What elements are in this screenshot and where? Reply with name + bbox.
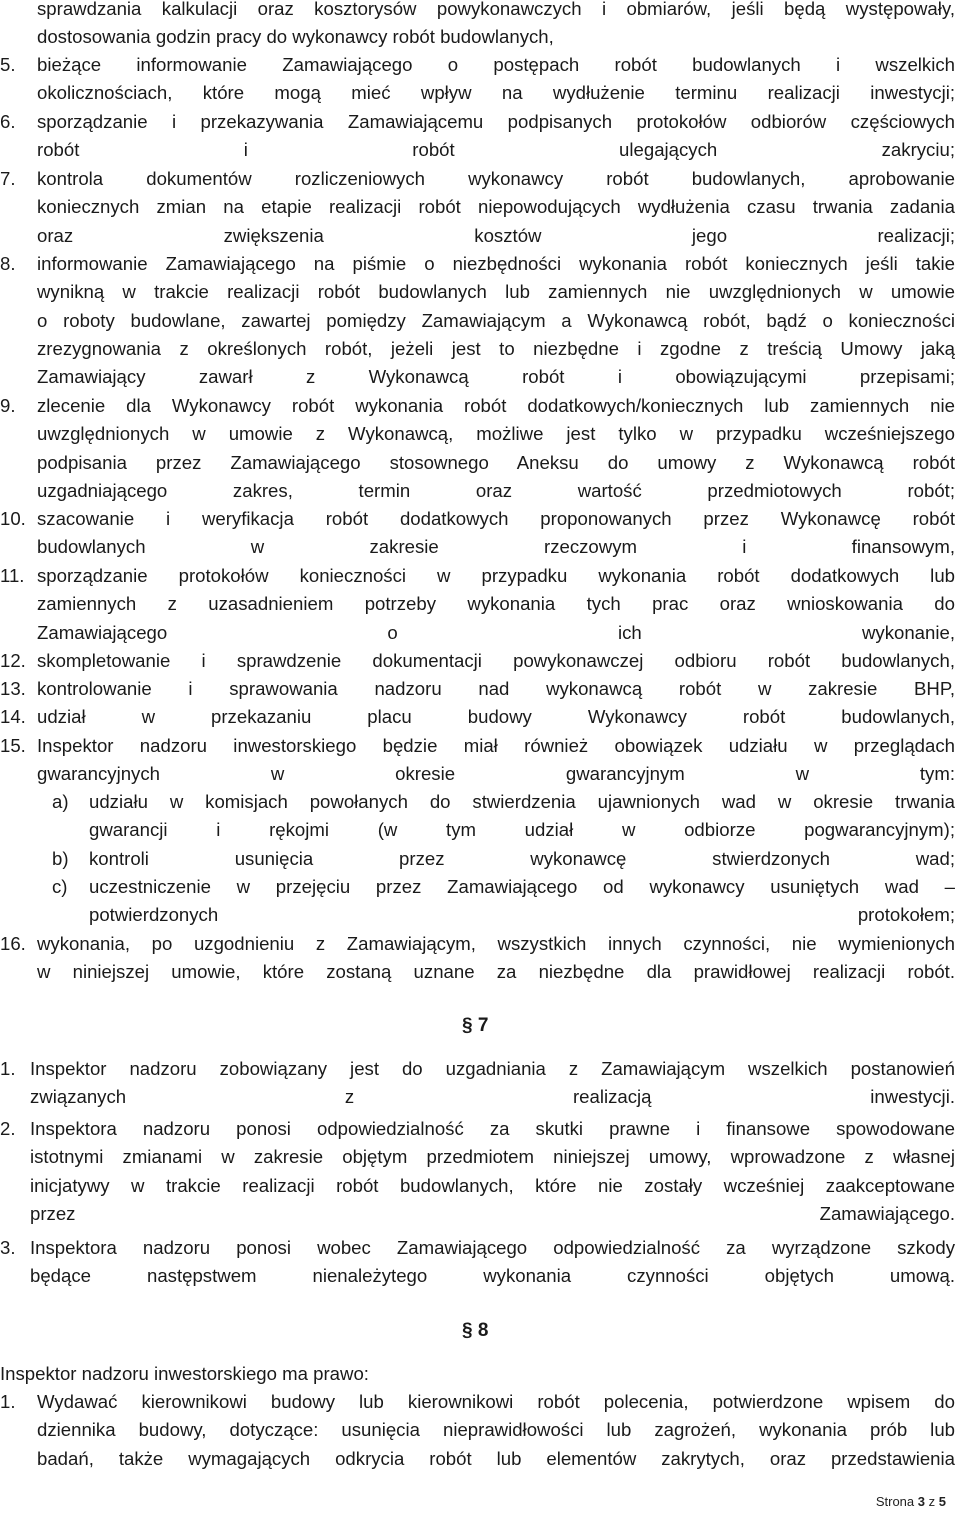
text-line: wynikną w trakcie realizacji robót budowlanych lub zamiennych nie uwzględnionych w umowie xyxy=(37,281,955,303)
list-number: 2. xyxy=(0,1118,16,1139)
text-line: sporządzanie i przekazywania Zamawiającemu podpisanych protokołów odbiorów częściowych xyxy=(37,111,955,132)
text-line: Inspektor nadzoru zobowiązany jest do uzgadniania z Zamawiającym wszelkich postanowień xyxy=(30,1058,955,1079)
list-letter: a) xyxy=(52,791,69,812)
text-line: inicjatywy w trakcie realizacji robót budowlanych, które nie zostały wcześniej zaakceptowane xyxy=(30,1174,955,1196)
list-number: 6. xyxy=(0,111,16,132)
text-line: szacowanie i weryfikacja robót dodatkowych proponowanych przez Wykonawcę robót xyxy=(37,508,955,529)
text-line: uzgadniającego zakres, termin oraz wartość przedmiotowych robót; xyxy=(37,479,955,501)
text-line: zrezygnowania z określonych robót, jeżeli jest to niezbędne i zgodne z treścią Umowy jaką xyxy=(37,337,955,359)
text-line: sprawdzania kalkulacji oraz kosztorysów powykonawczych i obmiarów, jeśli będą występowały, xyxy=(37,0,955,19)
text-line: gwarancji i rękojmi (w tym udział w odbiorze pogwarancyjnym); xyxy=(89,819,955,841)
list-number: 14. xyxy=(0,706,26,727)
list-letter: b) xyxy=(52,848,69,869)
text-line: istotnymi zmianami w zakresie objętym przedmiotem niniejszej umowy, wprowadzone z własnej xyxy=(30,1146,955,1168)
text-line: kontrola dokumentów rozliczeniowych wykonawcy robót budowlanych, aprobowanie xyxy=(37,168,955,189)
text-line: dziennika budowy, dotyczące: usunięcia nieprawidłowości lub zagrożeń, wykonania prób lub xyxy=(37,1419,955,1441)
text-line: dostosowania godzin pracy do wykonawcy robót budowlanych, xyxy=(37,26,554,48)
text-line: kontroli usunięcia przez wykonawcę stwierdzonych wad; xyxy=(89,848,955,869)
text-line: bieżące informowanie Zamawiającego o postępach robót budowlanych i wszelkich xyxy=(37,54,955,75)
text-line: oraz zwiększenia kosztów jego realizacji; xyxy=(37,224,955,246)
footer-separator: z xyxy=(928,1494,936,1509)
text-line: sporządzanie protokołów konieczności w przypadku wykonania robót dodatkowych lub xyxy=(37,565,955,586)
text-line: potwierdzonych protokołem; xyxy=(89,904,955,926)
text-line: koniecznych zmian na etapie realizacji robót niepowodujących wydłużenia czasu trwania zadania xyxy=(37,196,955,218)
list-number: 1. xyxy=(0,1391,16,1412)
text-line: zlecenie dla Wykonawcy robót wykonania robót dodatkowych/koniecznych lub zamiennych nie xyxy=(37,395,955,416)
list-number: 5. xyxy=(0,54,16,75)
text-line: przez Zamawiającego. xyxy=(30,1202,955,1224)
text-line: będące następstwem nienależytego wykonania czynności objętych umową. xyxy=(30,1265,955,1287)
text-line: Inspektora nadzoru ponosi wobec Zamawiającego odpowiedzialność za wyrządzone szkody xyxy=(30,1237,955,1258)
text-line: Zamawiającego o ich wykonanie, xyxy=(37,621,955,643)
text-line: udziału w komisjach powołanych do stwierdzenia ujawnionych wad w okresie trwania xyxy=(89,791,955,812)
text-line: Inspektor nadzoru inwestorskiego będzie miał również obowiązek udziału w przeglądach xyxy=(37,735,955,756)
footer-page-total: 5 xyxy=(938,1494,946,1509)
list-letter: c) xyxy=(52,876,68,897)
text-line: okolicznościach, które mogą mieć wpływ na wydłużenie terminu realizacji inwestycji; xyxy=(37,82,955,104)
footer-page-number: 3 xyxy=(917,1494,926,1509)
text-line: uczestniczenie w przejęciu przez Zamawiającego od wykonawcy usuniętych wad – xyxy=(89,876,955,897)
text-line: Inspektora nadzoru ponosi odpowiedzialność za skutki prawne i finansowe spowodowane xyxy=(30,1118,955,1139)
text-line: w niniejszej umowie, które zostaną uznane za niezbędne dla prawidłowej realizacji robót. xyxy=(37,961,955,983)
text-line: podpisania przez Zamawiającego stosownego Aneksu do umowy z Wykonawcą robót xyxy=(37,451,955,473)
text-line: informowanie Zamawiającego na piśmie o niezbędności wykonania robót koniecznych jeśli takie xyxy=(37,253,955,274)
text-line: Wydawać kierownikowi budowy lub kierownikowi robót polecenia, potwierdzone wpisem do xyxy=(37,1391,955,1412)
footer-label: Strona xyxy=(875,1494,915,1509)
page-footer xyxy=(876,1494,946,1509)
list-number: 9. xyxy=(0,395,16,416)
text-line: Zamawiający zawarł z Wykonawcą robót i obowiązującymi przepisami; xyxy=(37,366,955,388)
list-number: 11. xyxy=(0,565,25,586)
list-number: 15. xyxy=(0,735,26,756)
section-heading-8: § 8 xyxy=(462,1320,489,1341)
text-line: udział w przekazaniu placu budowy Wykonawcy robót budowlanych, xyxy=(37,706,955,727)
list-number: 13. xyxy=(0,678,26,699)
section8-intro: Inspektor nadzoru inwestorskiego ma prawo: xyxy=(0,1363,369,1384)
list-number: 10. xyxy=(0,508,26,529)
text-line: kontrolowanie i sprawowania nadzoru nad wykonawcą robót w zakresie BHP, xyxy=(37,678,955,699)
text-line: skompletowanie i sprawdzenie dokumentacji powykonawczej odbioru robót budowlanych, xyxy=(37,650,955,671)
text-line: wykonania, po uzgodnieniu z Zamawiającym, wszystkich innych czynności, nie wymienionych xyxy=(37,933,955,954)
list-number: 16. xyxy=(0,933,26,954)
text-line: badań, także wymagających odkrycia robót lub elementów zakrytych, oraz przedstawienia xyxy=(37,1447,955,1469)
text-line: robót i robót ulegających zakryciu; xyxy=(37,139,955,161)
list-number: 3. xyxy=(0,1237,16,1258)
list-number: 1. xyxy=(0,1058,16,1079)
text-line: gwarancyjnych w okresie gwarancyjnym w tym: xyxy=(37,763,955,785)
list-number: 8. xyxy=(0,253,16,274)
text-line: uwzględnionych w umowie z Wykonawcą, możliwe jest tylko w przypadku wcześniejszego xyxy=(37,423,955,445)
text-line: budowlanych w zakresie rzeczowym i finansowym, xyxy=(37,536,955,558)
text-line: zamiennych z uzasadnieniem potrzeby wykonania tych prac oraz wnioskowania do xyxy=(37,593,955,615)
list-number: 12. xyxy=(0,650,26,671)
text-line: związanych z realizacją inwestycji. xyxy=(30,1086,955,1108)
list-number: 7. xyxy=(0,168,16,189)
text-line: o roboty budowlane, zawartej pomiędzy Zamawiającym a Wykonawcą robót, bądź o konieczności xyxy=(37,309,955,331)
section-heading-7: § 7 xyxy=(462,1015,489,1036)
